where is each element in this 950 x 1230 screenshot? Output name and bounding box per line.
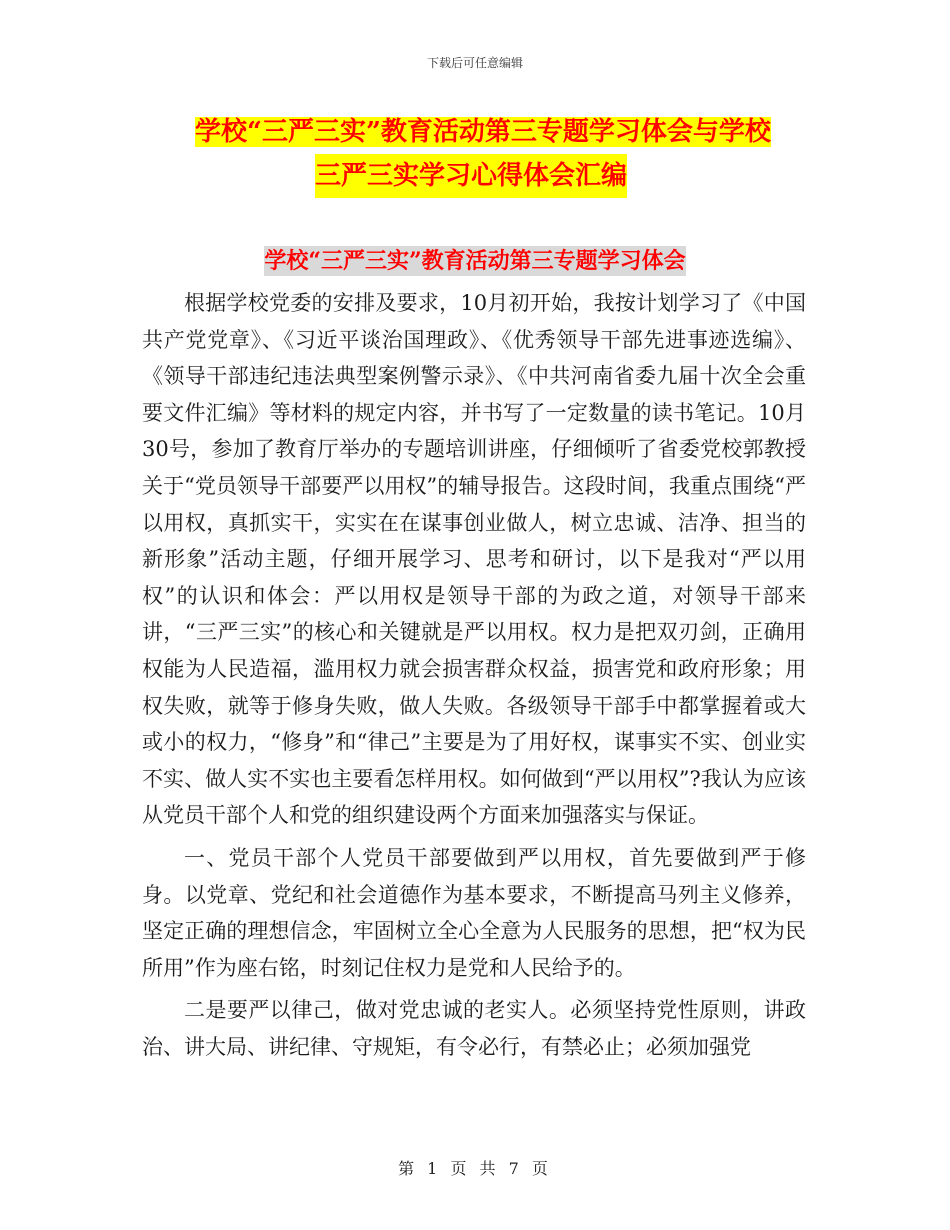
header-note: 下载后可任意编辑 [426,56,523,70]
paragraph: 一、党员干部个人党员干部要做到严以用权，首先要做到严于修身。以党章、党纪和社会道德作为基本要求，不断提高马列主义修养，坚定正确的理想信念，牢固树立全心全意为人民服务的思想，把“权为民所用”作为座右铭，时刻记住权力是党和人民给予的。 [142,845,806,980]
body-text [142,285,806,1071]
document-title-line-1: 学校“三严三实”教育活动第三专题学习体会与学校 [195,117,771,147]
section-title [0,244,950,275]
page-number: 第 1 页 共 7 页 [398,1159,552,1178]
paragraph: 根据学校党委的安排及要求，10月初开始，我按计划学习了《中国共产党党章》、《习近平谈治国理政》、《优秀领导干部先进事迹选编》、《领导干部违纪违法典型案例警示录》、《中共河南省委九届十次全会重要文件汇编》等材料的规定内容，并书写了一定数量的读书笔记。10月30号，参加了教育厅举办的专题培训讲座，仔细倾听了省委党校郭教授关于“党员领导干部要严以用权”的辅导报告。这段时间，我重点围绕“严以用权，真抓实干，实实在在谋事创业做人，树立忠诚、洁净、担当的新形象”活动主题，仔细开展学习、思考和研讨，以下是我对“严以用权”的认识和体会：严以用权是领导干部的为政之道，对领导干部来讲，“三严三实”的核心和关键就是严以用权。权力是把双刃剑，正确用权能为人民造福，滥用权力就会损害群众权益，损害党和政府形象；用权失败，就等于修身失败，做人失败。各级领导干部手中都掌握着或大或小的权力，“修身”和“律己”主要是为了用好权，谋事实不实、创业实不实、做人实不实也主要看怎样用权。如何做到“严以用权”?我认为应该从党员干部个人和党的组织建设两个方面来加强落实与保证。 [142,291,806,828]
section-title-text: 学校“三严三实”教育活动第三专题学习体会 [264,248,686,274]
paragraph: 二是要严以律己，做对党忠诚的老实人。必须坚持党性原则，讲政治、讲大局、讲纪律、守规矩，有令必行，有禁必止；必须加强党 [142,998,806,1059]
document-title-line-2: 三严三实学习心得体会汇编 [315,154,627,198]
document-title [195,110,815,198]
